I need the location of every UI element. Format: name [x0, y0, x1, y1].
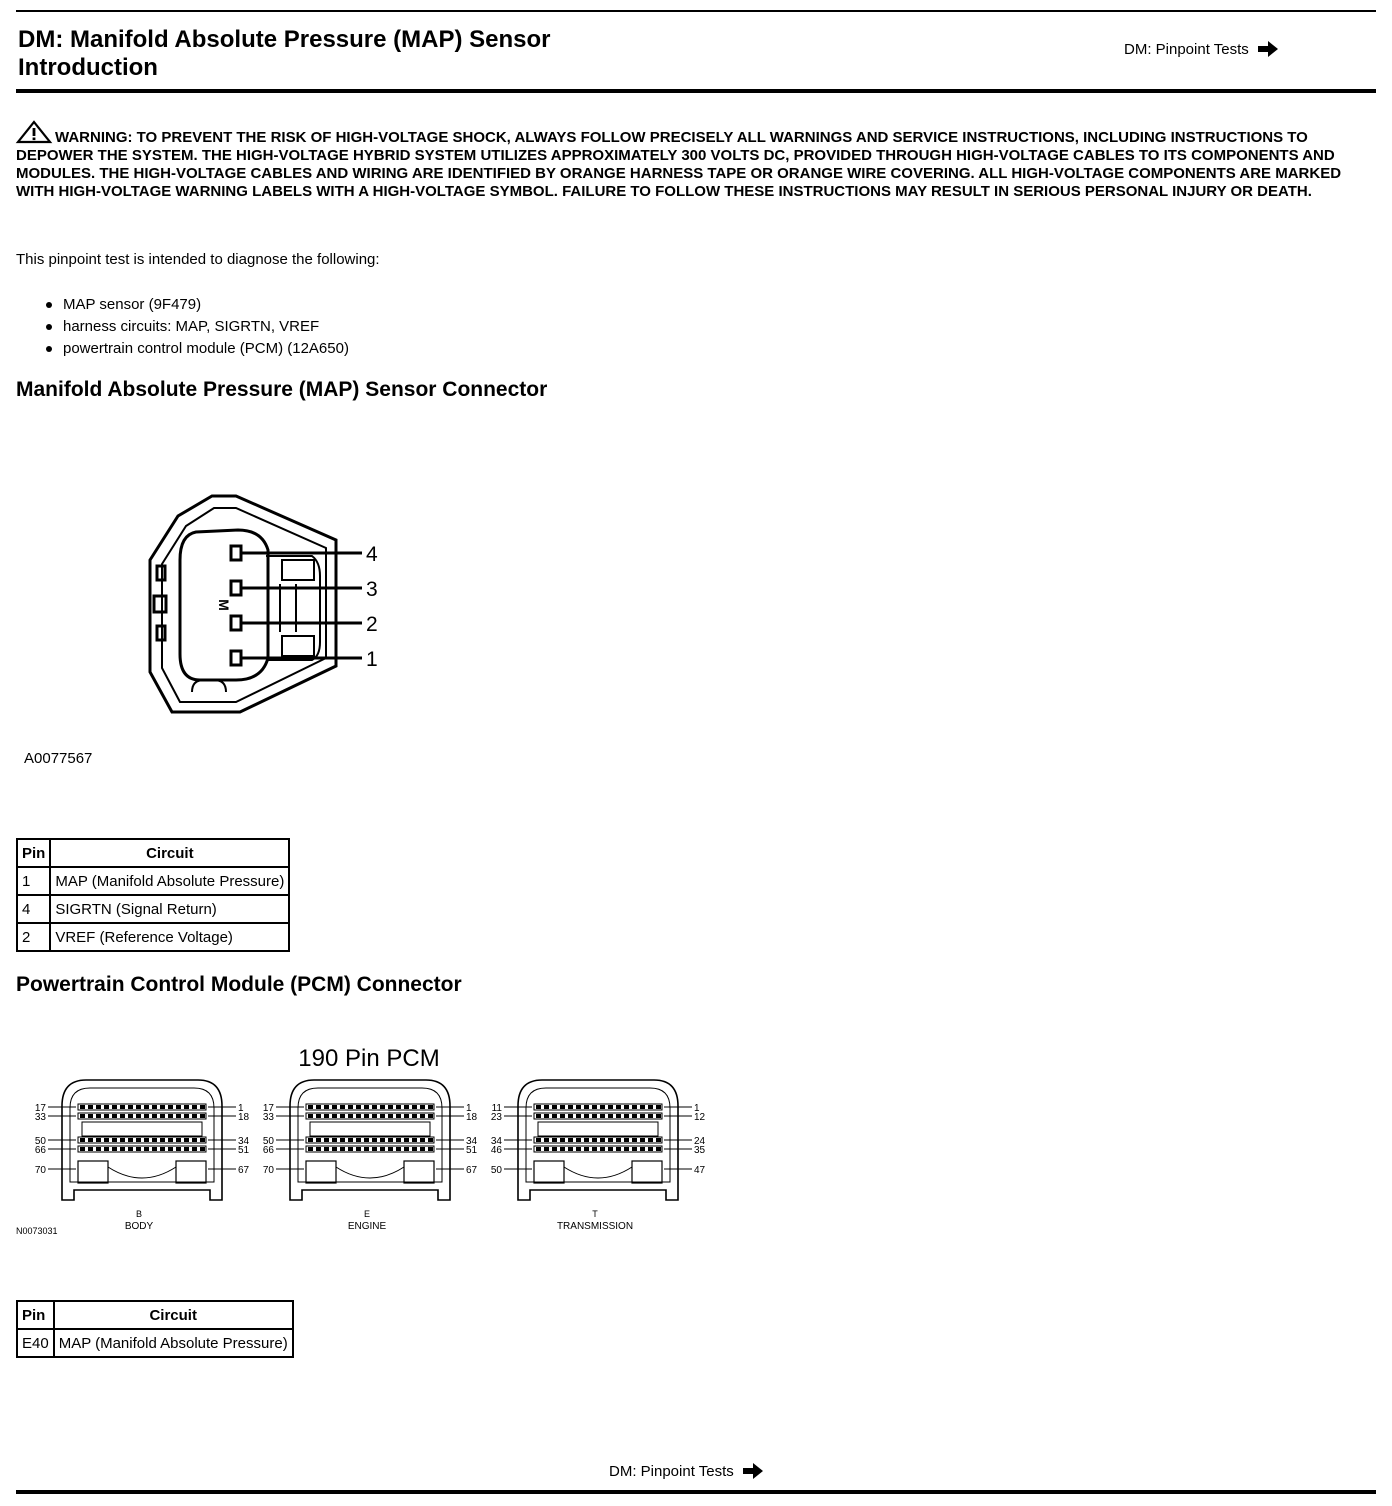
pcm-pin-label: 66	[34, 1145, 46, 1156]
pin-cell	[152, 1114, 157, 1118]
pin-cell	[88, 1138, 93, 1142]
pin-label: 3	[366, 578, 378, 601]
pin-cell	[616, 1147, 621, 1151]
pcm-pin-label: 35	[694, 1145, 706, 1156]
pin-cell	[420, 1105, 425, 1109]
pcm-pin-label: 67	[466, 1165, 478, 1176]
pcm-connector-heading: Powertrain Control Module (PCM) Connector	[16, 973, 462, 996]
pin-cell	[536, 1114, 541, 1118]
pin-cell	[536, 1138, 541, 1142]
pin-cell	[624, 1138, 629, 1142]
pin-cell	[412, 1147, 417, 1151]
pin-cell	[592, 1147, 597, 1151]
pin-cell	[104, 1138, 109, 1142]
pin-cell	[136, 1114, 141, 1118]
pin-cell	[340, 1147, 345, 1151]
pin-cell	[112, 1138, 117, 1142]
map-pin-table	[16, 838, 290, 952]
pcm-pin-label: 67	[238, 1165, 250, 1176]
pcm-pin-label: 1	[694, 1103, 700, 1114]
pin-cell	[536, 1147, 541, 1151]
pin-label: 4	[366, 543, 378, 566]
pin-cell	[656, 1105, 661, 1109]
header-nav-label: DM: Pinpoint Tests	[1124, 40, 1249, 58]
arrow-right-icon	[742, 1462, 764, 1480]
pin-cell	[200, 1147, 205, 1151]
pin-cell	[648, 1147, 653, 1151]
pin-cell	[168, 1147, 173, 1151]
pin-cell	[128, 1147, 133, 1151]
pin-cell	[348, 1105, 353, 1109]
arrow-right-icon	[1257, 40, 1279, 58]
pin-cell	[560, 1147, 565, 1151]
pin-cell	[640, 1114, 645, 1118]
pcm-pin-label: 51	[466, 1145, 478, 1156]
pin-cell	[624, 1147, 629, 1151]
pin-cell	[88, 1147, 93, 1151]
pcm-pin-label: 33	[34, 1112, 46, 1123]
pin-cell	[396, 1105, 401, 1109]
pcm-connector-name: TRANSMISSION	[556, 1221, 634, 1232]
pin-cell	[608, 1114, 613, 1118]
pin-cell	[80, 1147, 85, 1151]
table-cell-pin: 4	[17, 895, 50, 923]
pcm-pin-label: 70	[34, 1165, 46, 1176]
pin-cell	[168, 1138, 173, 1142]
pcm-connector-engine	[263, 1080, 478, 1232]
pin-cell	[96, 1138, 101, 1142]
pcm-pin-table	[16, 1300, 294, 1358]
pin-cell	[324, 1147, 329, 1151]
pin-cell	[632, 1138, 637, 1142]
pin-cell	[600, 1114, 605, 1118]
table-cell-circuit: SIGRTN (Signal Return)	[50, 895, 289, 923]
pin-cell	[560, 1138, 565, 1142]
pin-cell	[168, 1114, 173, 1118]
pin-cell	[192, 1147, 197, 1151]
table-row	[17, 1329, 293, 1357]
pin-cell	[160, 1138, 165, 1142]
pin-cell	[584, 1147, 589, 1151]
pin-cell	[624, 1114, 629, 1118]
pcm-figure-title: 190 Pin PCM	[298, 1045, 440, 1072]
pin-cell	[584, 1114, 589, 1118]
pcm-connector-name: ENGINE	[347, 1221, 387, 1232]
map-figure-code: A0077567	[24, 750, 93, 767]
pcm-pin-label: 66	[262, 1145, 274, 1156]
pin-cell	[544, 1138, 549, 1142]
warning-block	[16, 120, 1368, 201]
warning-triangle-icon	[16, 120, 52, 144]
top-rule	[16, 10, 1376, 12]
pin-cell	[640, 1138, 645, 1142]
pin-cell	[80, 1105, 85, 1109]
table-cell-pin: 1	[17, 867, 50, 895]
pin-cell	[152, 1147, 157, 1151]
pin-cell	[428, 1114, 433, 1118]
pin-cell	[96, 1114, 101, 1118]
pin-cell	[616, 1138, 621, 1142]
pin-cell	[568, 1114, 573, 1118]
pin-cell	[656, 1147, 661, 1151]
pin-cell	[388, 1114, 393, 1118]
pin-cell	[96, 1105, 101, 1109]
pcm-pin-label: 18	[466, 1112, 478, 1123]
pin-cell	[656, 1138, 661, 1142]
pin-cell	[388, 1147, 393, 1151]
pin-cell	[364, 1105, 369, 1109]
pin-cell	[372, 1138, 377, 1142]
pin-cell	[600, 1105, 605, 1109]
marker-label: M	[216, 599, 232, 611]
pin-cell	[168, 1105, 173, 1109]
pin-cell	[608, 1147, 613, 1151]
pin-cell	[88, 1105, 93, 1109]
pcm-pin-label: 1	[238, 1103, 244, 1114]
pcm-pin-label: 46	[490, 1145, 502, 1156]
pin-cell	[160, 1147, 165, 1151]
pin-cell	[544, 1147, 549, 1151]
map-sensor-connector-diagram	[0, 480, 420, 740]
latch-block	[306, 1161, 336, 1183]
pin-label: 2	[366, 613, 378, 636]
pin-cell	[372, 1114, 377, 1118]
pin-cell	[332, 1147, 337, 1151]
pin-cell	[200, 1114, 205, 1118]
pin-cell	[608, 1138, 613, 1142]
pin-cell	[648, 1138, 653, 1142]
pin-cell	[364, 1147, 369, 1151]
pcm-pin-label: 23	[490, 1112, 502, 1123]
pin-cell	[324, 1105, 329, 1109]
table-header-pin: Pin	[17, 1301, 54, 1329]
page-title-line1: DM: Manifold Absolute Pressure (MAP) Sensor	[18, 26, 551, 53]
pin-cell	[340, 1138, 345, 1142]
pcm-connector-letter: E	[363, 1209, 371, 1219]
pin-cell	[128, 1114, 133, 1118]
intro-text: This pinpoint test is intended to diagnose the following:	[16, 251, 380, 268]
pin-cell	[348, 1147, 353, 1151]
pcm-connector-letter: B	[135, 1209, 143, 1219]
pcm-pin-label: 50	[34, 1136, 46, 1147]
pin-cell	[136, 1105, 141, 1109]
page-title-line2: Introduction	[18, 54, 158, 81]
pin-cell	[184, 1114, 189, 1118]
pcm-pin-label: 47	[694, 1165, 706, 1176]
pin-cell	[632, 1105, 637, 1109]
pin-cell	[592, 1138, 597, 1142]
pin-cell	[184, 1138, 189, 1142]
pin-cell	[112, 1105, 117, 1109]
pcm-pin-label: 34	[466, 1136, 478, 1147]
pin-cell	[104, 1114, 109, 1118]
pin-cell	[576, 1114, 581, 1118]
pin-cell	[608, 1105, 613, 1109]
pin-cell	[632, 1114, 637, 1118]
pin-cell	[380, 1114, 385, 1118]
page-title	[18, 26, 551, 82]
pin-label: 1	[366, 648, 378, 671]
pin-cell	[144, 1114, 149, 1118]
pin-cell	[356, 1105, 361, 1109]
diagnose-list	[16, 296, 349, 362]
pin-cell	[552, 1105, 557, 1109]
pin-cell	[160, 1105, 165, 1109]
pin-cell	[616, 1105, 621, 1109]
header-pinpoint-tests-link[interactable]	[1124, 40, 1279, 58]
pin-cell	[536, 1105, 541, 1109]
pin-cell	[184, 1147, 189, 1151]
table-row	[17, 895, 289, 923]
pin-cell	[420, 1147, 425, 1151]
pin-cell	[348, 1138, 353, 1142]
pin-cell	[616, 1114, 621, 1118]
pin-cell	[192, 1138, 197, 1142]
pcm-pin-label: 34	[490, 1136, 502, 1147]
pin-cell	[184, 1105, 189, 1109]
pin-cell	[412, 1114, 417, 1118]
pin-cell	[96, 1147, 101, 1151]
table-cell-circuit: MAP (Manifold Absolute Pressure)	[54, 1329, 293, 1357]
table-cell-circuit: VREF (Reference Voltage)	[50, 923, 289, 951]
pin-cell	[324, 1114, 329, 1118]
pin-cell	[112, 1114, 117, 1118]
pin-cell	[356, 1147, 361, 1151]
pin-cell	[80, 1114, 85, 1118]
pin-cell	[356, 1138, 361, 1142]
pin-cell	[356, 1114, 361, 1118]
pin-cell	[144, 1105, 149, 1109]
pin-cell	[308, 1105, 313, 1109]
pin-cell	[200, 1105, 205, 1109]
pin-cell	[600, 1138, 605, 1142]
pin-cell	[152, 1105, 157, 1109]
pin-cell	[560, 1105, 565, 1109]
pin-cell	[364, 1138, 369, 1142]
pin-cell	[544, 1105, 549, 1109]
pin-cell	[396, 1114, 401, 1118]
pin-cell	[120, 1138, 125, 1142]
table-cell-pin: E40	[17, 1329, 54, 1357]
pin-cell	[404, 1105, 409, 1109]
pin-cell	[420, 1114, 425, 1118]
pcm-pin-label: 1	[466, 1103, 472, 1114]
pin-cell	[192, 1114, 197, 1118]
pin-cell	[128, 1138, 133, 1142]
pin-cell	[404, 1138, 409, 1142]
pin-cell	[88, 1114, 93, 1118]
table-row	[17, 923, 289, 951]
pin-cell	[584, 1105, 589, 1109]
pin-cell	[200, 1138, 205, 1142]
table-header-pin: Pin	[17, 839, 50, 867]
pin-cell	[388, 1105, 393, 1109]
pcm-connector-transmission	[491, 1080, 706, 1232]
pin-cell	[380, 1138, 385, 1142]
pin-cell	[332, 1138, 337, 1142]
pin-cell	[600, 1147, 605, 1151]
header-rule	[16, 89, 1376, 93]
pin-cell	[380, 1147, 385, 1151]
pin-cell	[308, 1147, 313, 1151]
pin-cell	[308, 1114, 313, 1118]
pin-cell	[104, 1105, 109, 1109]
pin-cell	[316, 1147, 321, 1151]
pin-cell	[152, 1138, 157, 1142]
pin-cell	[404, 1114, 409, 1118]
pin-cell	[428, 1147, 433, 1151]
pin-cell	[176, 1138, 181, 1142]
table-header-circuit: Circuit	[54, 1301, 293, 1329]
pin-cell	[128, 1105, 133, 1109]
pcm-connector-body	[35, 1080, 250, 1232]
pin-cell	[112, 1147, 117, 1151]
table-header-circuit: Circuit	[50, 839, 289, 867]
pin-cell	[120, 1105, 125, 1109]
pin-cell	[552, 1147, 557, 1151]
pcm-connector-name: BODY	[124, 1221, 154, 1232]
pin-cell	[340, 1114, 345, 1118]
pin-cell	[576, 1147, 581, 1151]
pin-cell	[388, 1138, 393, 1142]
pin-cell	[640, 1147, 645, 1151]
latch-block	[404, 1161, 434, 1183]
pcm-pin-label: 24	[694, 1136, 706, 1147]
pin-cell	[144, 1138, 149, 1142]
pin-cell	[340, 1105, 345, 1109]
pin-cell	[404, 1147, 409, 1151]
table-cell-pin: 2	[17, 923, 50, 951]
pin-cell	[552, 1114, 557, 1118]
pcm-pin-label: 18	[238, 1112, 250, 1123]
footer-nav-label: DM: Pinpoint Tests	[609, 1462, 734, 1480]
pin-cell	[412, 1105, 417, 1109]
pcm-pin-label: 17	[262, 1103, 274, 1114]
pin-cell	[120, 1114, 125, 1118]
pcm-pin-label: 17	[34, 1103, 46, 1114]
pin-cell	[316, 1114, 321, 1118]
pcm-pin-label: 12	[694, 1112, 706, 1123]
pin-cell	[176, 1105, 181, 1109]
pin-cell	[316, 1105, 321, 1109]
pin-cell	[136, 1147, 141, 1151]
pin-cell	[160, 1114, 165, 1118]
pin-cell	[364, 1114, 369, 1118]
pin-cell	[192, 1105, 197, 1109]
pin-cell	[632, 1147, 637, 1151]
latch-block	[534, 1161, 564, 1183]
pcm-pin-label: 50	[262, 1136, 274, 1147]
pin-cell	[624, 1105, 629, 1109]
pin-cell	[648, 1114, 653, 1118]
pin-cell	[584, 1138, 589, 1142]
pin-cell	[428, 1105, 433, 1109]
pin-cell	[552, 1138, 557, 1142]
pin-cell	[104, 1147, 109, 1151]
latch-block	[632, 1161, 662, 1183]
pin-cell	[316, 1138, 321, 1142]
pin-cell	[372, 1147, 377, 1151]
pin-cell	[372, 1105, 377, 1109]
table-cell-circuit: MAP (Manifold Absolute Pressure)	[50, 867, 289, 895]
pcm-pin-label: 51	[238, 1145, 250, 1156]
pcm-pin-label: 50	[490, 1165, 502, 1176]
pin-cell	[576, 1138, 581, 1142]
list-item: MAP sensor (9F479)	[16, 296, 349, 318]
pcm-connector-letter: T	[592, 1209, 598, 1219]
footer-pinpoint-tests-link[interactable]	[609, 1462, 764, 1480]
pin-cell	[324, 1138, 329, 1142]
pin-cell	[592, 1114, 597, 1118]
latch-block	[78, 1161, 108, 1183]
pin-cell	[560, 1114, 565, 1118]
pin-cell	[648, 1105, 653, 1109]
pin-cell	[332, 1105, 337, 1109]
pin-cell	[176, 1147, 181, 1151]
table-row	[17, 867, 289, 895]
pin-cell	[592, 1105, 597, 1109]
pin-cell	[568, 1147, 573, 1151]
pin-cell	[396, 1138, 401, 1142]
pcm-pin-label: 34	[238, 1136, 250, 1147]
pin-cell	[176, 1114, 181, 1118]
map-connector-heading: Manifold Absolute Pressure (MAP) Sensor Connector	[16, 378, 548, 401]
pin-cell	[568, 1105, 573, 1109]
pin-cell	[348, 1114, 353, 1118]
pin-cell	[136, 1138, 141, 1142]
pin-cell	[396, 1147, 401, 1151]
pin-cell	[144, 1147, 149, 1151]
pin-cell	[428, 1138, 433, 1142]
pin-cell	[568, 1138, 573, 1142]
pin-cell	[420, 1138, 425, 1142]
pin-cell	[308, 1138, 313, 1142]
pcm-pin-label: 70	[262, 1165, 274, 1176]
pin-cell	[120, 1147, 125, 1151]
latch-block	[176, 1161, 206, 1183]
pcm-figure-code: N0073031	[16, 1226, 58, 1236]
pcm-pin-label: 33	[262, 1112, 274, 1123]
pin-cell	[656, 1114, 661, 1118]
pin-cell	[412, 1138, 417, 1142]
list-item: powertrain control module (PCM) (12A650)	[16, 340, 349, 362]
warning-text: WARNING: TO PREVENT THE RISK OF HIGH-VOLTAGE SHOCK, ALWAYS FOLLOW PRECISELY ALL WARNINGS AND SERVICE INSTRUCTIONS, INCLUDING INSTRUCTIONS TO DEPOWER THE SYSTEM. THE HIGH-VOLTAGE HYBRID SYSTEM UTILIZES APPROXIMATELY 300 VOLTS DC, PROVIDED THROUGH HIGH-VOLTAGE CABLES TO ITS COMPONENTS AND MODULES. THE HIGH-VOLTAGE CABLES AND WIRING ARE IDENTIFIED BY ORANGE HARNESS TAPE OR ORANGE WIRE COVERING. ALL HIGH-VOLTAGE COMPONENTS ARE MARKED WITH HIGH-VOLTAGE WARNING LABELS WITH A HIGH-VOLTAGE SYMBOL. FAILURE TO FOLLOW THESE INSTRUCTIONS MAY RESULT IN SERIOUS PERSONAL INJURY OR DEATH.	[16, 129, 1342, 200]
pin-cell	[332, 1114, 337, 1118]
pcm-pin-label: 11	[491, 1103, 502, 1114]
footer-rule	[16, 1490, 1376, 1494]
pcm-connector-diagram	[0, 1040, 706, 1240]
pin-cell	[380, 1105, 385, 1109]
pin-cell	[80, 1138, 85, 1142]
pin-cell	[640, 1105, 645, 1109]
pin-cell	[576, 1105, 581, 1109]
list-item: harness circuits: MAP, SIGRTN, VREF	[16, 318, 349, 340]
pin-cell	[544, 1114, 549, 1118]
